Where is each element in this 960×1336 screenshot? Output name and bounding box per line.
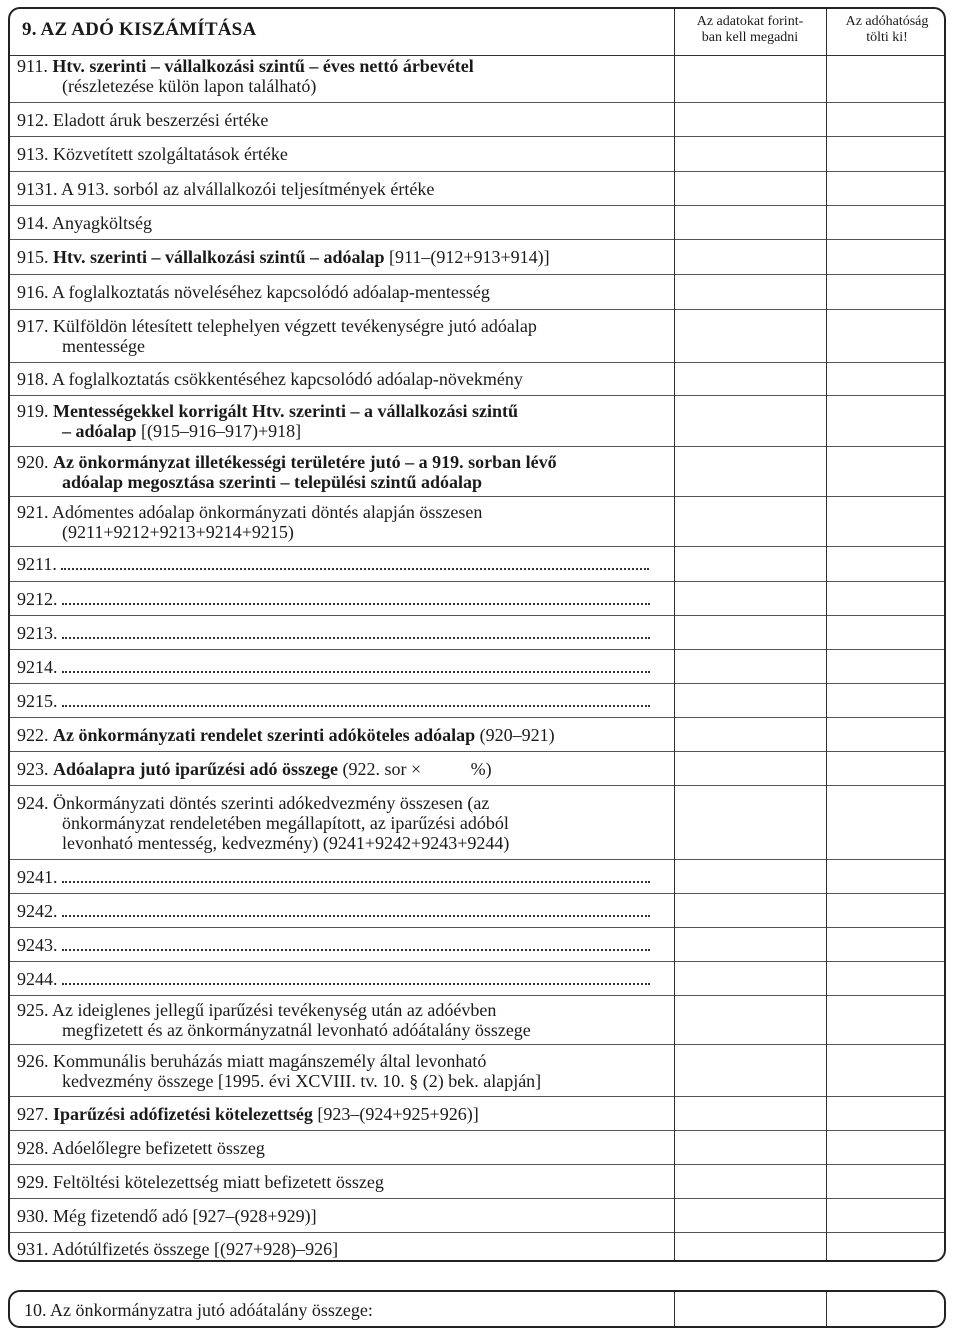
- authority-cell-input[interactable]: [830, 720, 946, 751]
- forint-amount-input[interactable]: [678, 652, 826, 683]
- table-row: [10, 962, 674, 996]
- row-label: 922. Az önkormányzati rendelet szerinti adóköteles adóalap (920–921): [17, 724, 555, 745]
- forint-amount-input[interactable]: [678, 964, 826, 995]
- forint-amount-input[interactable]: [678, 896, 826, 927]
- cell-divider: [674, 615, 946, 616]
- table-row: [10, 860, 674, 894]
- cell-divider: [674, 546, 946, 547]
- row-code: 9242.: [17, 900, 58, 921]
- authority-cell-input[interactable]: [830, 964, 946, 995]
- dotted-fill-line[interactable]: [62, 589, 650, 605]
- forint-column-header: Az adatokat forint- ban kell megadni: [696, 14, 804, 45]
- column-divider: [674, 1292, 675, 1326]
- table-row: [10, 363, 674, 396]
- row-label-continued: levonható mentesség, kedvezmény) (9241+9242+9243+9244): [62, 832, 510, 853]
- cell-divider: [674, 309, 946, 310]
- column-divider: [674, 9, 675, 1260]
- row-label-continued: önkormányzat rendeletében megállapított, az iparűzési adóból: [62, 812, 509, 833]
- authority-cell-input[interactable]: [830, 1099, 946, 1130]
- authority-cell-input[interactable]: [830, 930, 946, 961]
- authority-cell-input[interactable]: [830, 618, 946, 649]
- row-code: 9214.: [17, 656, 58, 677]
- cell-divider: [674, 751, 946, 752]
- cell-divider: [674, 581, 946, 582]
- authority-cell-input[interactable]: [830, 862, 946, 893]
- authority-cell-input[interactable]: [830, 51, 946, 102]
- dotted-fill-line[interactable]: [61, 554, 649, 570]
- forint-amount-input[interactable]: [678, 1167, 826, 1198]
- table-row: [10, 718, 674, 752]
- forint-amount-input[interactable]: [678, 174, 826, 205]
- cell-divider: [674, 893, 946, 894]
- forint-amount-input[interactable]: [678, 105, 826, 136]
- authority-cell-input[interactable]: [830, 1167, 946, 1198]
- cell-divider: [674, 927, 946, 928]
- table-row: [10, 172, 674, 206]
- authority-cell-input[interactable]: [830, 365, 946, 395]
- row-label: 926. Kommunális beruházás miatt magánszemély által levonható: [17, 1050, 487, 1071]
- row-label-continued: megfizetett és az önkormányzatnál levonható adóátalány összege: [62, 1020, 531, 1040]
- table-row: [10, 310, 674, 363]
- lump-sum-label: 10. Az önkormányzatra jutó adóátalány összege:: [24, 1300, 373, 1320]
- forint-amount-input[interactable]: [678, 549, 826, 581]
- row-label: 912. Eladott áruk beszerzési értéke: [17, 109, 269, 130]
- cell-divider: [674, 1232, 946, 1233]
- cell-divider: [674, 683, 946, 684]
- dotted-fill-line[interactable]: [62, 867, 650, 883]
- table-row: [10, 582, 674, 616]
- table-row: [10, 1233, 674, 1262]
- forint-amount-input[interactable]: [678, 139, 826, 171]
- dotted-fill-line[interactable]: [62, 623, 650, 639]
- table-row: [10, 996, 674, 1045]
- row-label: 921. Adómentes adóalap önkormányzati döntés alapján összesen: [17, 501, 483, 522]
- row-label-continued: mentessége: [62, 336, 145, 356]
- row-label: 918. A foglalkoztatás csökkentéséhez kapcsolódó adóalap-növekmény: [17, 369, 523, 389]
- table-row: [10, 928, 674, 962]
- forint-amount-input[interactable]: [678, 754, 826, 785]
- row-label: 920. Az önkormányzat illetékességi területére jutó – a 919. sorban lévő: [17, 451, 557, 472]
- table-row: [10, 650, 674, 684]
- authority-cell-input[interactable]: [830, 105, 946, 136]
- table-row: [10, 206, 674, 240]
- cell-divider: [674, 1096, 946, 1097]
- table-row: [10, 1097, 674, 1131]
- table-row: [10, 894, 674, 928]
- column-divider: [826, 9, 827, 1260]
- cell-divider: [674, 395, 946, 396]
- row-label: 917. Külföldön létesített telephelyen végzett tevékenységre jutó adóalap: [17, 316, 537, 336]
- cell-divider: [674, 102, 946, 103]
- forint-amount-input[interactable]: [678, 449, 826, 496]
- table-row: [10, 137, 674, 172]
- column-divider: [826, 1292, 827, 1326]
- forint-amount-input[interactable]: [678, 312, 826, 362]
- cell-divider: [674, 362, 946, 363]
- row-label: 923. Adóalapra jutó iparűzési adó összege (922. sor × %): [17, 758, 492, 779]
- table-row: [10, 447, 674, 497]
- row-label: 9131. A 913. sorból az alvállalkozói teljesítmények értéke: [17, 178, 435, 199]
- dotted-fill-line[interactable]: [62, 691, 650, 707]
- cell-divider: [674, 785, 946, 786]
- forint-amount-input[interactable]: [678, 862, 826, 893]
- authority-cell-input[interactable]: [830, 1047, 946, 1096]
- forint-amount-input[interactable]: [678, 788, 826, 859]
- table-row: [10, 1199, 674, 1233]
- table-row: [10, 616, 674, 650]
- row-label-continued: – adóalap [(915–916–917)+918]: [62, 421, 302, 441]
- dotted-fill-line[interactable]: [62, 657, 650, 673]
- table-row: [10, 1045, 674, 1097]
- cell-divider: [674, 859, 946, 860]
- table-row: [10, 1165, 674, 1199]
- authority-cell-input[interactable]: [830, 584, 946, 615]
- section-title: 9. AZ ADÓ KISZÁMÍTÁSA: [22, 19, 257, 40]
- lump-sum-authority-input[interactable]: [830, 1294, 946, 1326]
- dotted-fill-line[interactable]: [62, 901, 650, 917]
- table-row: [10, 103, 674, 137]
- authority-cell-input[interactable]: [830, 549, 946, 581]
- forint-amount-input[interactable]: [678, 720, 826, 751]
- forint-amount-input[interactable]: [678, 277, 826, 309]
- tax-calculation-form: [8, 7, 946, 1262]
- forint-amount-input[interactable]: [678, 1099, 826, 1130]
- authority-cell-input[interactable]: [830, 788, 946, 859]
- dotted-fill-line[interactable]: [62, 935, 650, 951]
- cell-divider: [674, 1130, 946, 1131]
- lump-sum-forint-input[interactable]: [678, 1294, 826, 1326]
- row-code: 9215.: [17, 690, 58, 711]
- row-label: 931. Adótúlfizetés összege [(927+928)–926]: [17, 1238, 339, 1259]
- row-code: 9211.: [17, 554, 57, 574]
- forint-amount-input[interactable]: [678, 686, 826, 717]
- authority-cell-input[interactable]: [830, 1235, 946, 1262]
- row-label: 919. Mentességekkel korrigált Htv. szerinti – a vállalkozási szintű: [17, 401, 518, 421]
- authority-cell-input[interactable]: [830, 754, 946, 785]
- row-label: 915. Htv. szerinti – vállalkozási szintű – adóalap [911–(912+913+914)]: [17, 247, 550, 267]
- forint-amount-input[interactable]: [678, 998, 826, 1044]
- row-label: 929. Feltöltési kötelezettség miatt befizetett összeg: [17, 1171, 384, 1192]
- cell-divider: [674, 1044, 946, 1045]
- row-label: 911. Htv. szerinti – vállalkozási szintű – éves nettó árbevétel: [17, 55, 474, 76]
- table-row: [10, 786, 674, 860]
- forint-amount-input[interactable]: [678, 398, 826, 446]
- forint-amount-input[interactable]: [678, 618, 826, 649]
- row-label-continued: (részletezése külön lapon található): [62, 75, 317, 96]
- row-label: 927. Iparűzési adófizetési kötelezettség [923–(924+925+926)]: [17, 1103, 479, 1124]
- cell-divider: [674, 995, 946, 996]
- row-label: 928. Adóelőlegre befizetett összeg: [17, 1137, 265, 1158]
- authority-cell-input[interactable]: [830, 499, 946, 546]
- table-row: [10, 49, 674, 103]
- row-label: 930. Még fizetendő adó [927–(928+929)]: [17, 1205, 317, 1226]
- table-row: [10, 275, 674, 310]
- cell-divider: [674, 717, 946, 718]
- table-row: [10, 547, 674, 582]
- authority-cell-input[interactable]: [830, 174, 946, 205]
- forint-amount-input[interactable]: [678, 930, 826, 961]
- table-row: [10, 396, 674, 447]
- row-label-continued: kedvezmény összege [1995. évi XCVIII. tv. 10. § (2) bek. alapján]: [62, 1070, 542, 1091]
- forint-amount-input[interactable]: [678, 1047, 826, 1096]
- table-row: [10, 752, 674, 786]
- cell-divider: [674, 274, 946, 275]
- forint-amount-input[interactable]: [678, 584, 826, 615]
- cell-divider: [674, 649, 946, 650]
- authority-cell-input[interactable]: [830, 652, 946, 683]
- cell-divider: [674, 496, 946, 497]
- authority-cell-input[interactable]: [830, 896, 946, 927]
- row-label: 924. Önkormányzati döntés szerinti adókedvezmény összesen (az: [17, 792, 490, 813]
- row-code: 9241.: [17, 866, 58, 887]
- forint-amount-input[interactable]: [678, 1235, 826, 1262]
- forint-amount-input[interactable]: [678, 208, 826, 239]
- cell-divider: [674, 136, 946, 137]
- dotted-fill-line[interactable]: [62, 969, 650, 985]
- row-code: 9243.: [17, 934, 58, 955]
- forint-amount-input[interactable]: [678, 51, 826, 102]
- lump-sum-box: [8, 1290, 946, 1328]
- authority-cell-input[interactable]: [830, 312, 946, 362]
- table-row: [10, 1131, 674, 1165]
- row-code: 9213.: [17, 622, 58, 643]
- cell-divider: [674, 961, 946, 962]
- forint-amount-input[interactable]: [678, 1133, 826, 1164]
- authority-cell-input[interactable]: [830, 686, 946, 717]
- authority-cell-input[interactable]: [830, 398, 946, 446]
- table-row: [10, 497, 674, 547]
- cell-divider: [674, 171, 946, 172]
- table-row: [10, 240, 674, 275]
- row-label-continued: (9211+9212+9213+9214+9215): [62, 521, 294, 542]
- forint-amount-input[interactable]: [678, 499, 826, 546]
- authority-cell-input[interactable]: [830, 449, 946, 496]
- cell-divider: [674, 205, 946, 206]
- row-label: 925. Az ideiglenes jellegű iparűzési tevékenység után az adóévben: [17, 1000, 497, 1020]
- authority-cell-input[interactable]: [830, 998, 946, 1044]
- authority-cell-input[interactable]: [830, 1201, 946, 1232]
- forint-amount-input[interactable]: [678, 242, 826, 274]
- row-label-continued: adóalap megosztása szerinti – települési szintű adóalap: [62, 471, 483, 492]
- authority-cell-input[interactable]: [830, 139, 946, 171]
- row-label: 914. Anyagköltség: [17, 212, 152, 233]
- authority-column-header: Az adóhatóság tölti ki!: [845, 14, 929, 45]
- cell-divider: [674, 1164, 946, 1165]
- authority-cell-input[interactable]: [830, 242, 946, 274]
- row-code: 9212.: [17, 588, 58, 609]
- forint-amount-input[interactable]: [678, 1201, 826, 1232]
- cell-divider: [674, 1198, 946, 1199]
- table-row: [10, 684, 674, 718]
- authority-cell-input[interactable]: [830, 1133, 946, 1164]
- row-label: 913. Közvetített szolgáltatások értéke: [17, 144, 288, 164]
- forint-amount-input[interactable]: [678, 365, 826, 395]
- authority-cell-input[interactable]: [830, 277, 946, 309]
- cell-divider: [674, 446, 946, 447]
- authority-cell-input[interactable]: [830, 208, 946, 239]
- row-label: 916. A foglalkoztatás növeléséhez kapcsolódó adóalap-mentesség: [17, 282, 490, 302]
- cell-divider: [674, 239, 946, 240]
- row-code: 9244.: [17, 968, 58, 989]
